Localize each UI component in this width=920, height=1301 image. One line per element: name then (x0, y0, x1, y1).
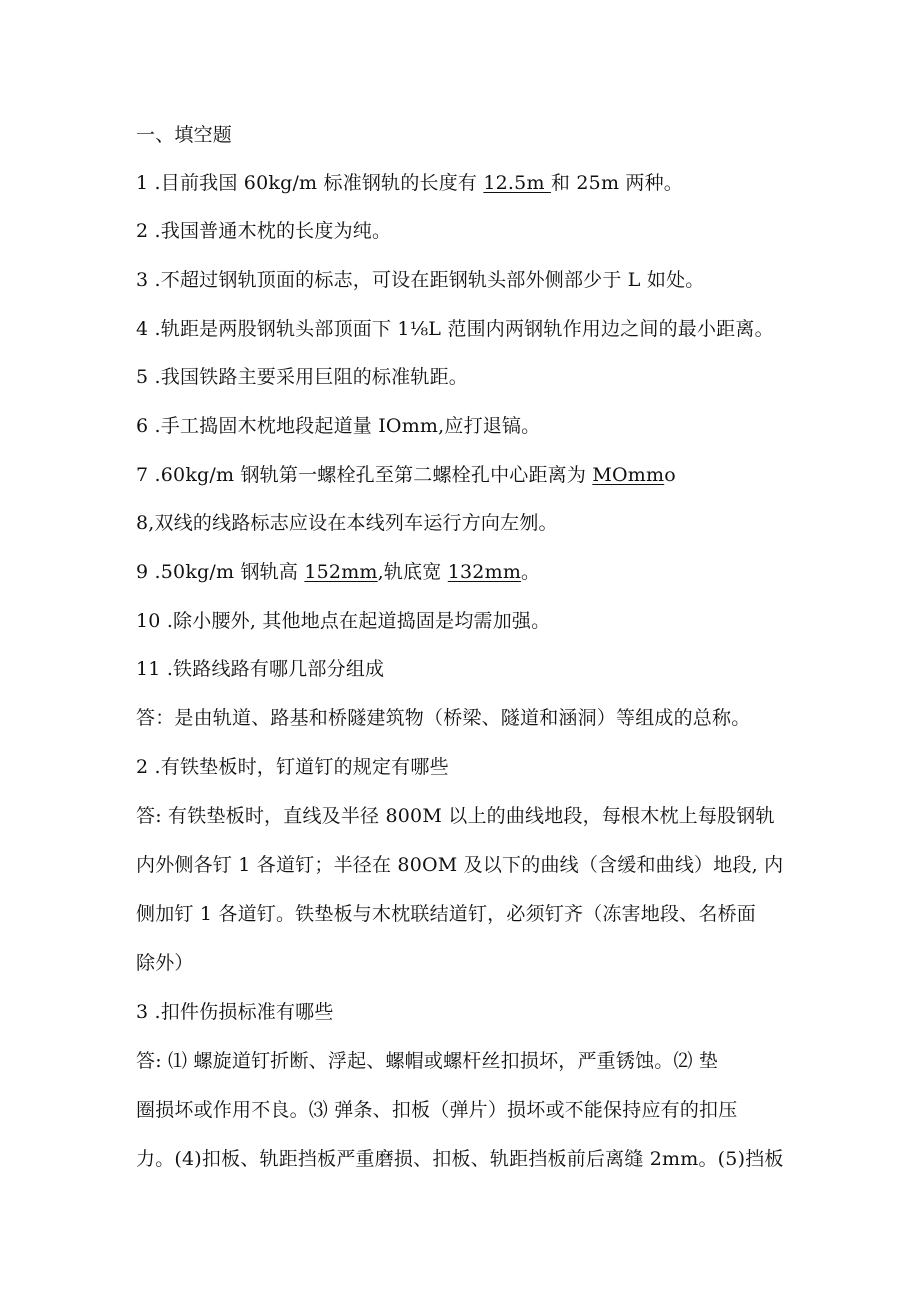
question-1-answer-1: 12.5m (483, 172, 551, 194)
question-2: 2 .我国普通木枕的长度为纯。 (136, 220, 392, 242)
answer-11: 答：是由轨道、路基和桥隧建筑物（桥梁、隧道和涵洞）等组成的总称。 (136, 707, 751, 729)
answer-2-line-3: 侧加钉 1 各道钉。铁垫板与木枕联结道钉，必须钉齐（冻害地段、名桥面 (136, 903, 756, 925)
question-9 (136, 559, 796, 585)
answer-2-line-4: 除外） (136, 952, 194, 974)
question-10: 10 .除小腰外, 其他地点在起道捣固是均需加强。 (136, 610, 551, 632)
answer-3-line-3: 力。(4)扣板、轨距挡板严重磨损、扣板、轨距挡板前后离缝 2mm。(5)挡板 (136, 1148, 784, 1170)
question-1-text-b: 和 25m 两种。 (550, 172, 683, 194)
question-7-text-b: o (664, 464, 676, 486)
question-7-text-a: 7 .60kg/m 钢轨第一螺栓孔至第二螺栓孔中心距离为 (136, 464, 593, 486)
question-3: 3 .不超过钢轨顶面的标志，可设在距钢轨头部外侧部少于 L 如处。 (136, 269, 705, 291)
question-7-answer-1: MOmm (592, 464, 665, 486)
question-1 (136, 170, 796, 196)
question-9-text-c: 。 (521, 561, 541, 583)
question-7 (136, 462, 796, 488)
answer-2-line-1: 答: 有铁垫板时，直线及半径 800M 以上的曲线地段，每根木枕上每股钢轨 (136, 805, 775, 827)
question-5: 5 .我国铁路主要采用巨阻的标准轨距。 (136, 366, 468, 388)
section-heading: 一、填空题 (136, 124, 233, 146)
question-9-answer-2: 132mm (447, 561, 522, 583)
short-question-3: 3 .扣件伤损标准有哪些 (136, 1001, 334, 1023)
question-4: 4 .轨距是两股钢轨头部顶面下 1⅛L 范围内两钢轨作用边之间的最小距离。 (136, 318, 774, 340)
question-9-text-a: 9 .50kg/m 钢轨高 (136, 561, 305, 583)
question-9-answer-1: 152mm (304, 561, 378, 583)
answer-3-line-1: 答: ⑴ 螺旋道钉折断、浮起、螺帽或螺杆丝扣损坏，严重锈蚀。⑵ 垫 (136, 1050, 719, 1072)
short-question-2: 2 .有铁垫板时，钉道钉的规定有哪些 (136, 756, 449, 778)
question-1-text-a: 1 .目前我国 60kg/m 标准钢轨的长度有 (136, 172, 484, 194)
question-6: 6 .手工捣固木枕地段起道量 IOmm,应打退镐。 (136, 415, 541, 437)
question-8: 8,双线的线路标志应设在本线列车运行方向左刎。 (136, 512, 558, 534)
question-9-text-b: ,轨底宽 (377, 561, 448, 583)
question-11: 11 .铁路线路有哪几部分组成 (136, 658, 385, 680)
answer-3-line-2: 圈损坏或作用不良。⑶ 弹条、扣板（弹片）损坏或不能保持应有的扣压 (136, 1099, 738, 1121)
answer-2-line-2: 内外侧各钉 1 各道钉；半径在 80OM 及以下的曲线（含缓和曲线）地段, 内 (136, 854, 784, 876)
